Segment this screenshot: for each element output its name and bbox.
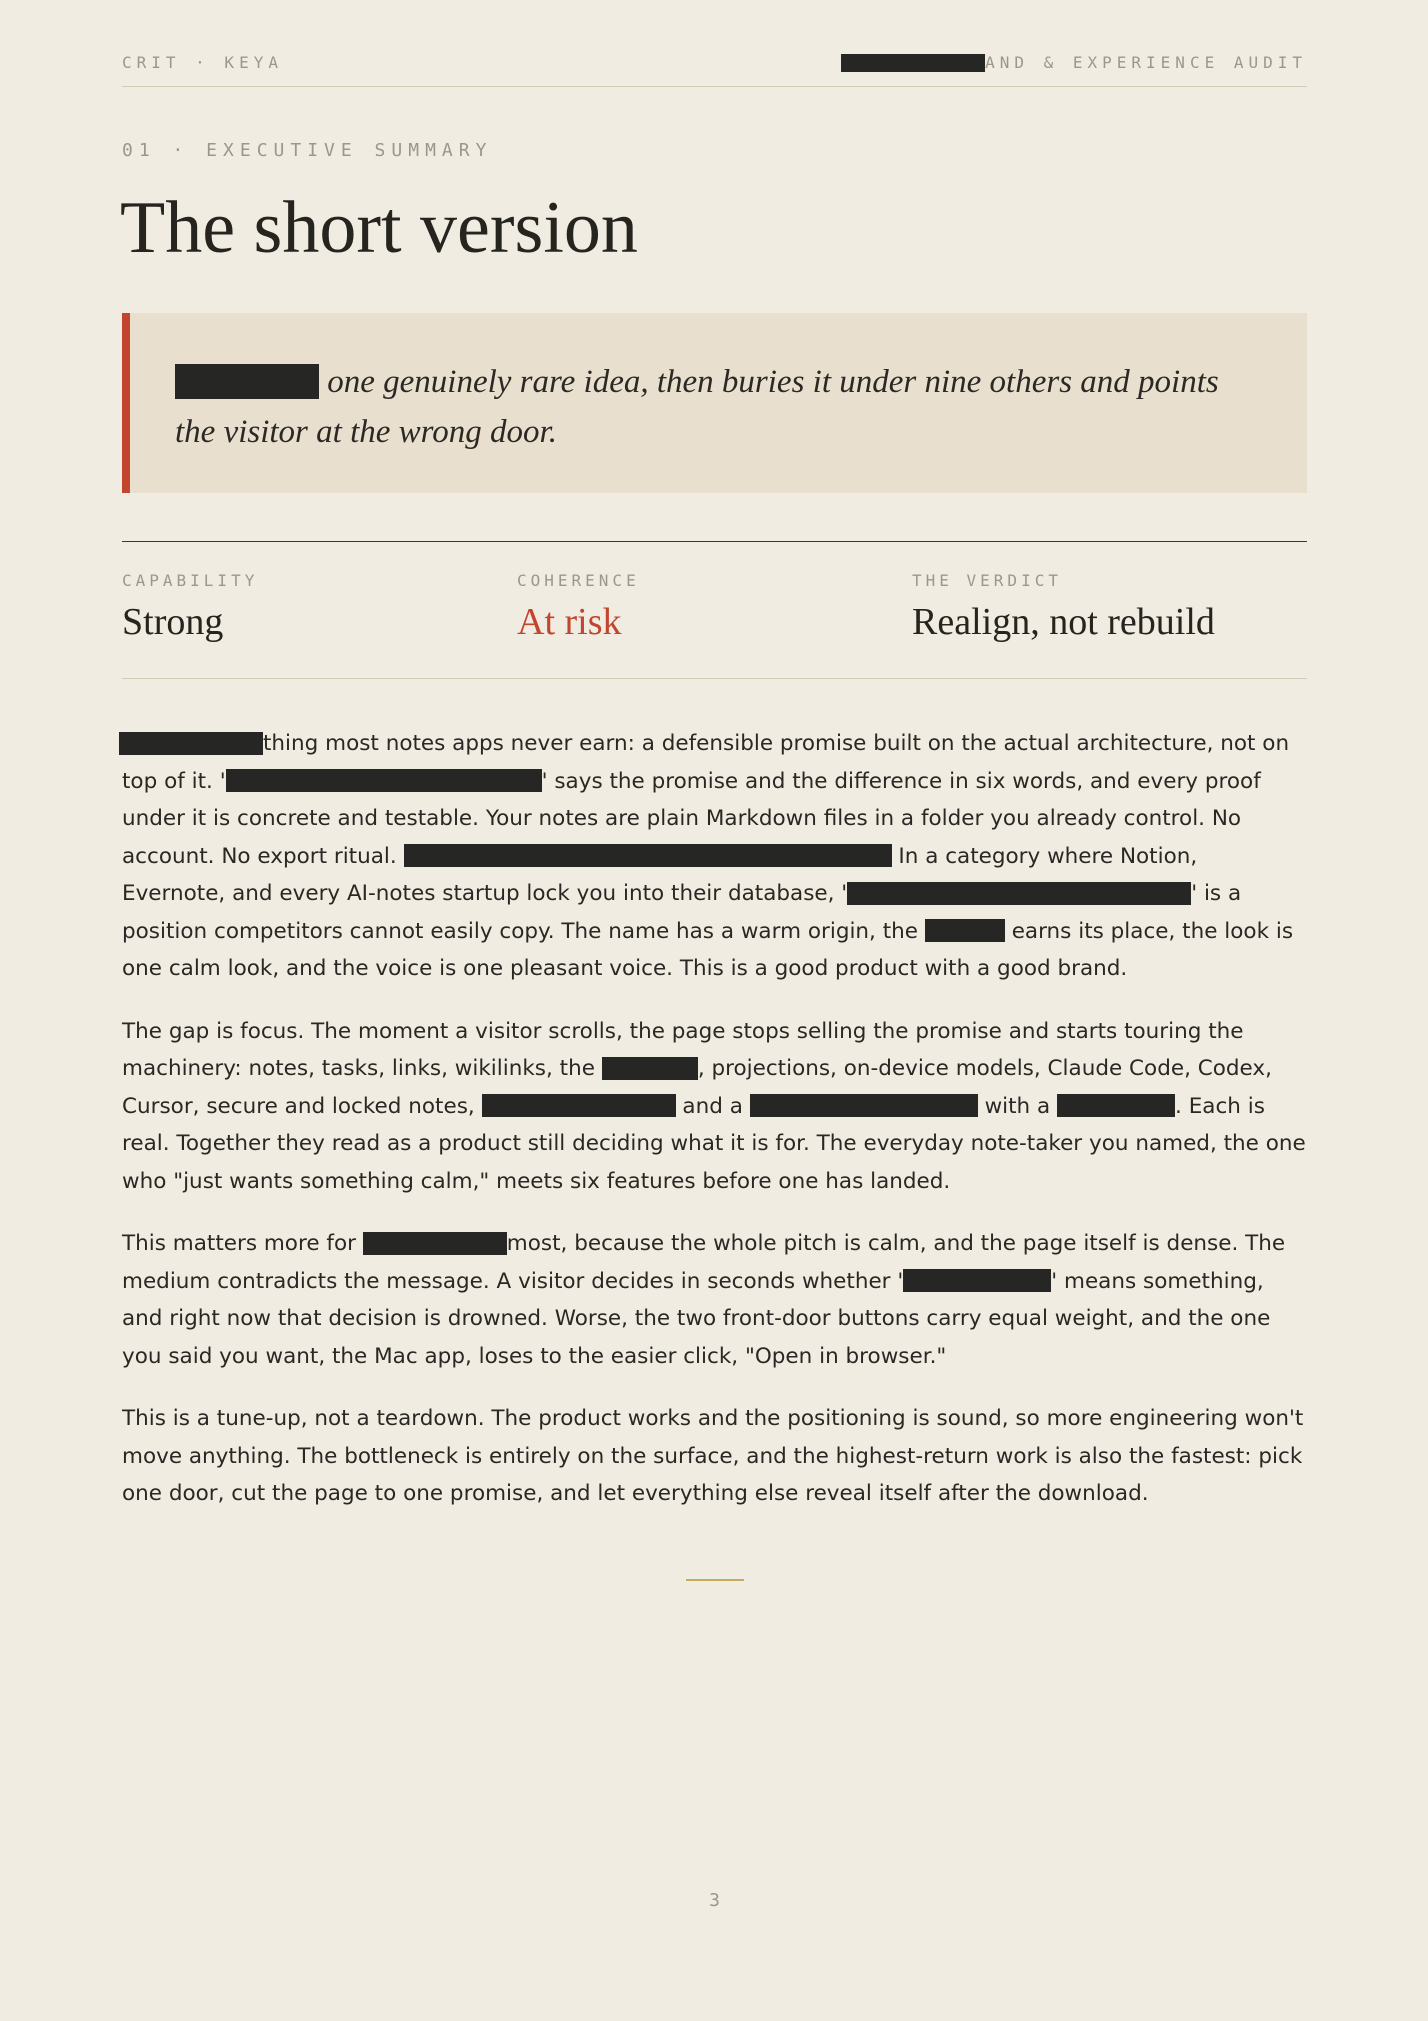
- text-run: ' means something, and right now that decision is drowned. Worse, the two front-door buttons carry equal weight, and the one you said you want, the Mac app, loses to the easier click, "Open in browser.": [122, 1268, 1271, 1369]
- redaction-bar: [847, 882, 1191, 905]
- metric-value: Realign, not rebuild: [912, 601, 1215, 643]
- body-paragraph: [122, 725, 1307, 988]
- redaction-bar: [482, 1094, 676, 1117]
- text-run: . Each is real. Together they read as a product still deciding what it is for. The everyday note-taker you named, the one who "just wants something calm," meets six features before one has landed.: [122, 1093, 1306, 1194]
- text-run: This matters more for: [122, 1231, 356, 1256]
- text-run: , projections, on-device models, Claude Code, Codex, Cursor, secure and locked notes,: [122, 1056, 1272, 1119]
- redaction-bar: [602, 1057, 698, 1080]
- body-paragraph: [122, 1225, 1307, 1375]
- redaction-bar: [119, 732, 263, 755]
- metric-label: COHERENCE: [517, 571, 640, 590]
- section-eyebrow: 01 · EXECUTIVE SUMMARY: [122, 140, 493, 161]
- pull-quote-text-block: [175, 357, 1267, 457]
- redaction-bar: [363, 1232, 507, 1255]
- running-header: [122, 50, 1307, 87]
- redaction-bar: [841, 54, 985, 71]
- text-run: ' is a position competitors cannot easily copy. The name has a warm origin, the: [122, 881, 1242, 944]
- redaction-bar: [404, 844, 892, 867]
- text-run: most, because the whole pitch is calm, and the page itself is dense. The medium contradicts the message. A visitor decides in seconds whether ': [122, 1231, 1286, 1294]
- page-number: 3: [709, 1890, 720, 1911]
- text-run: and a: [675, 1093, 743, 1119]
- text-run: with a: [977, 1093, 1051, 1119]
- text-run: The gap is focus. The moment a visitor scrolls, the page stops selling the promise and starts touring the machinery: notes, tasks, links, wikilinks, the: [122, 1018, 1244, 1081]
- body-paragraph: This is a tune-up, not a teardown. The product works and the positioning is sound, so more engineering won't move anything. The bottleneck is entirely on the surface, and the highest-return work is also the fastest: pick one door, cut the page to one promise, and let everything else reveal itself after the download.: [122, 1406, 1304, 1506]
- pull-quote: [122, 313, 1307, 493]
- summary-body: [122, 725, 1307, 1538]
- redaction-bar: [226, 769, 542, 792]
- text-run: ' says the promise and the difference in six words, and every proof under it is concrete and testable. Your notes are plain Markdown files in a folder you already control. No account. No export ritual.: [122, 768, 1261, 869]
- section-divider: [686, 1579, 744, 1581]
- header-right-text: AND & EXPERIENCE AUDIT: [985, 53, 1307, 72]
- metric-verdict: [912, 542, 1215, 644]
- header-right: [841, 53, 1307, 72]
- page-title: The short version: [120, 187, 638, 269]
- metric-value: Strong: [122, 601, 224, 643]
- metric-label: CAPABILITY: [122, 571, 259, 590]
- metrics-strip: [122, 541, 1307, 679]
- redaction-bar: [1057, 1094, 1175, 1117]
- metric-value: At risk: [517, 601, 622, 643]
- text-run: In a category where Notion, Evernote, and every AI-notes startup lock you into their database, ': [122, 843, 1198, 906]
- metric-label: THE VERDICT: [912, 571, 1062, 590]
- redaction-bar: [175, 364, 319, 400]
- redaction-bar: [750, 1094, 978, 1117]
- metric-capability: [122, 542, 258, 644]
- metric-coherence: [517, 542, 640, 644]
- body-paragraph: [122, 1013, 1307, 1201]
- redaction-bar: [903, 1269, 1051, 1292]
- text-run: thing most notes apps never earn: a defensible promise built on the actual architecture, not on top of it. ': [122, 731, 1290, 794]
- text-run: earns its place, the look is one calm look, and the voice is one pleasant voice. This is a good product with a good brand.: [122, 918, 1294, 981]
- redaction-bar: [925, 919, 1005, 942]
- pull-quote-text: one genuinely rare idea, then buries it under nine others and points the visitor at the wrong door.: [175, 364, 1219, 450]
- header-left: CRIT · KEYA: [122, 53, 283, 72]
